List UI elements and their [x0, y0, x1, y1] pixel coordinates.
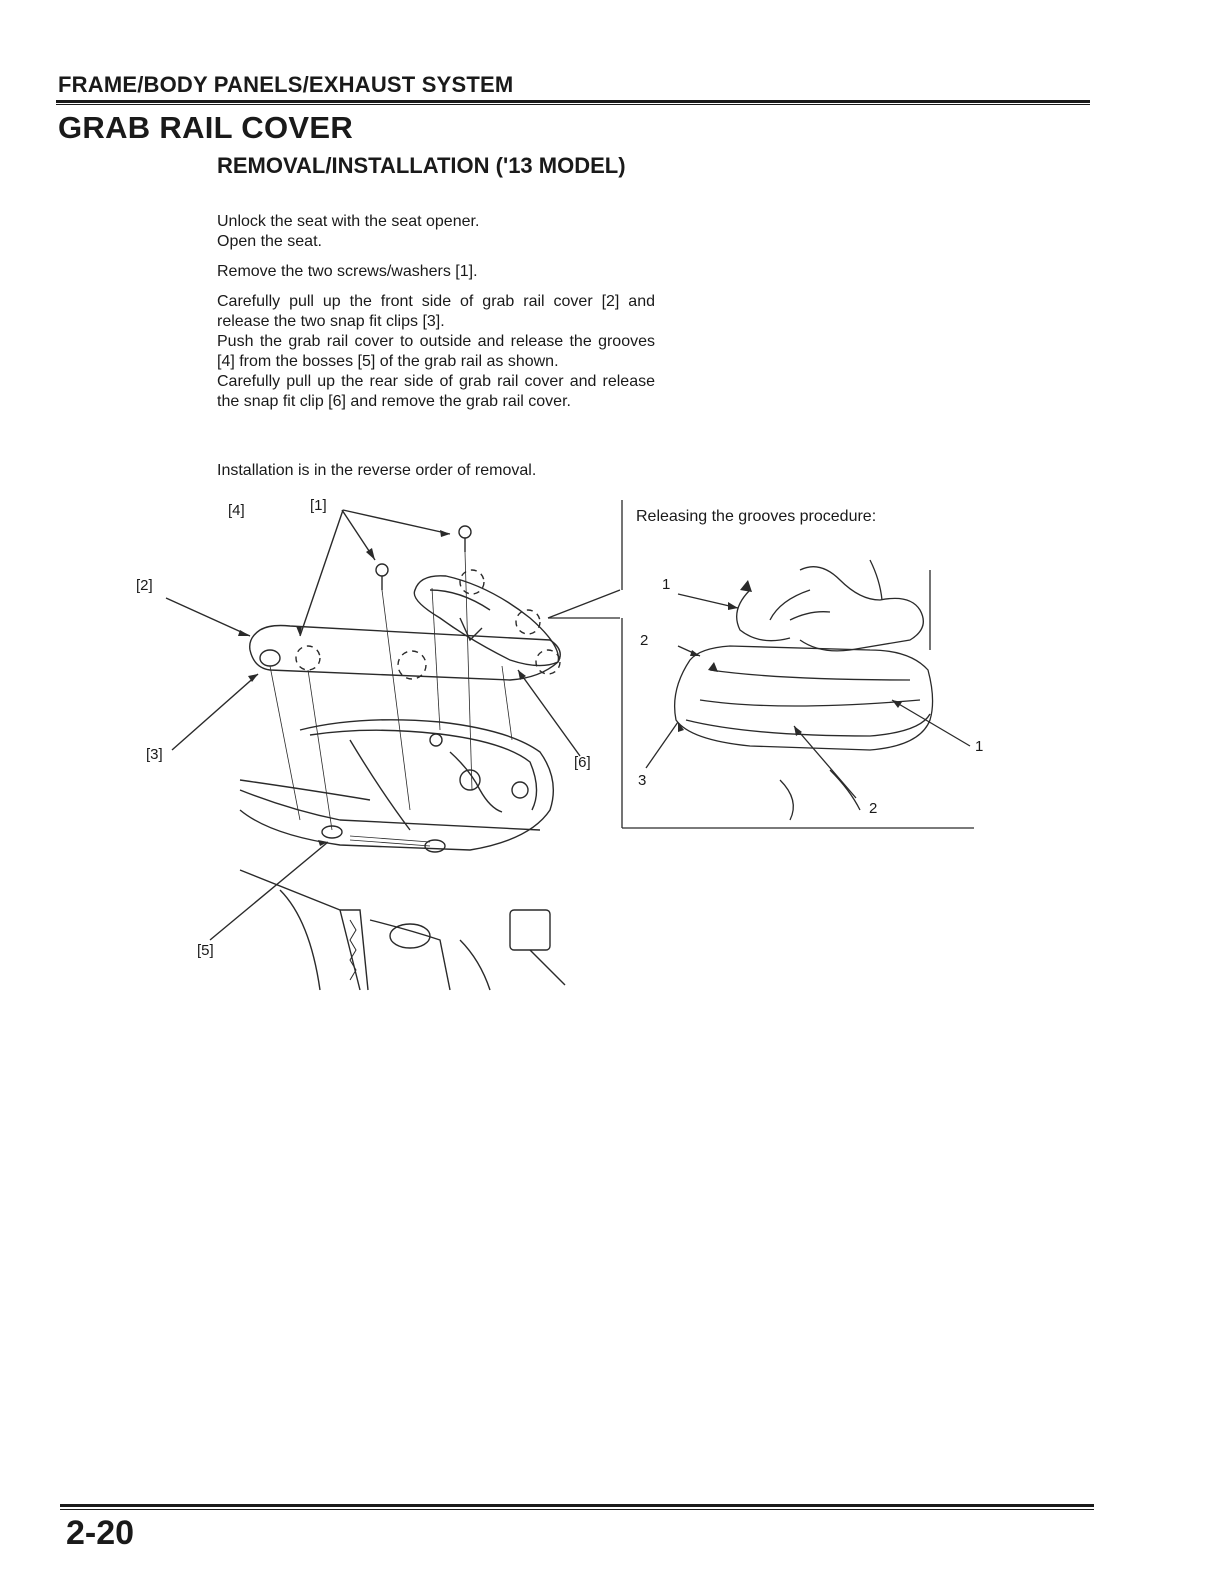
- instruction-open-seat: Open the seat.: [217, 233, 322, 250]
- callout-grab-rail-cover: [2]: [136, 577, 153, 594]
- inset-caption: Releasing the grooves procedure:: [636, 508, 877, 525]
- subsection-title: REMOVAL/INSTALLATION ('13 MODEL): [217, 153, 626, 178]
- page-number: 2-20: [66, 1514, 135, 1552]
- section-title: GRAB RAIL COVER: [58, 110, 354, 145]
- footer-divider-thin: [60, 1509, 1094, 1510]
- footer-divider: [60, 1504, 1094, 1507]
- instruction-pull-front: Carefully pull up the front side of grab rail cover [2] and release the two snap fit clips [3].: [217, 293, 655, 330]
- exploded-view-diagram: [110, 490, 590, 990]
- instruction-unlock-seat: Unlock the seat with the seat opener.: [217, 213, 480, 230]
- instruction-remove-screws: Remove the two screws/washers [1].: [217, 263, 478, 280]
- instruction-block-1: [217, 212, 655, 252]
- callout-bosses: [5]: [197, 942, 214, 959]
- instruction-block-4: [217, 461, 655, 481]
- callout-snap-fit-clips: [3]: [146, 746, 163, 763]
- instruction-installation: Installation is in the reverse order of removal.: [217, 462, 537, 479]
- inset-label-3: 3: [638, 772, 647, 789]
- hands-illustration: [630, 550, 990, 830]
- callout-screws: [1]: [310, 497, 327, 514]
- instruction-block-2: [217, 262, 655, 282]
- inset-label-2-bottom: 2: [869, 800, 878, 817]
- instruction-pull-rear: Carefully pull up the rear side of grab rail cover and release the snap fit clip [6] and remove the grab rail cover.: [217, 373, 655, 410]
- inset-label-1-top: 1: [662, 576, 671, 593]
- header-divider: [56, 100, 1090, 103]
- inset-label-1-right: 1: [975, 738, 984, 755]
- instruction-push-cover: Push the grab rail cover to outside and release the grooves [4] from the bosses [5] of the grab rail as shown.: [217, 333, 655, 370]
- inset-label-2-left: 2: [640, 632, 649, 649]
- callout-rear-snap-fit-clip: [6]: [574, 754, 591, 771]
- callout-grooves: [4]: [228, 502, 245, 519]
- header-title: FRAME/BODY PANELS/EXHAUST SYSTEM: [58, 72, 514, 97]
- instruction-block-3: [217, 292, 655, 412]
- header-divider-thin: [56, 104, 1090, 105]
